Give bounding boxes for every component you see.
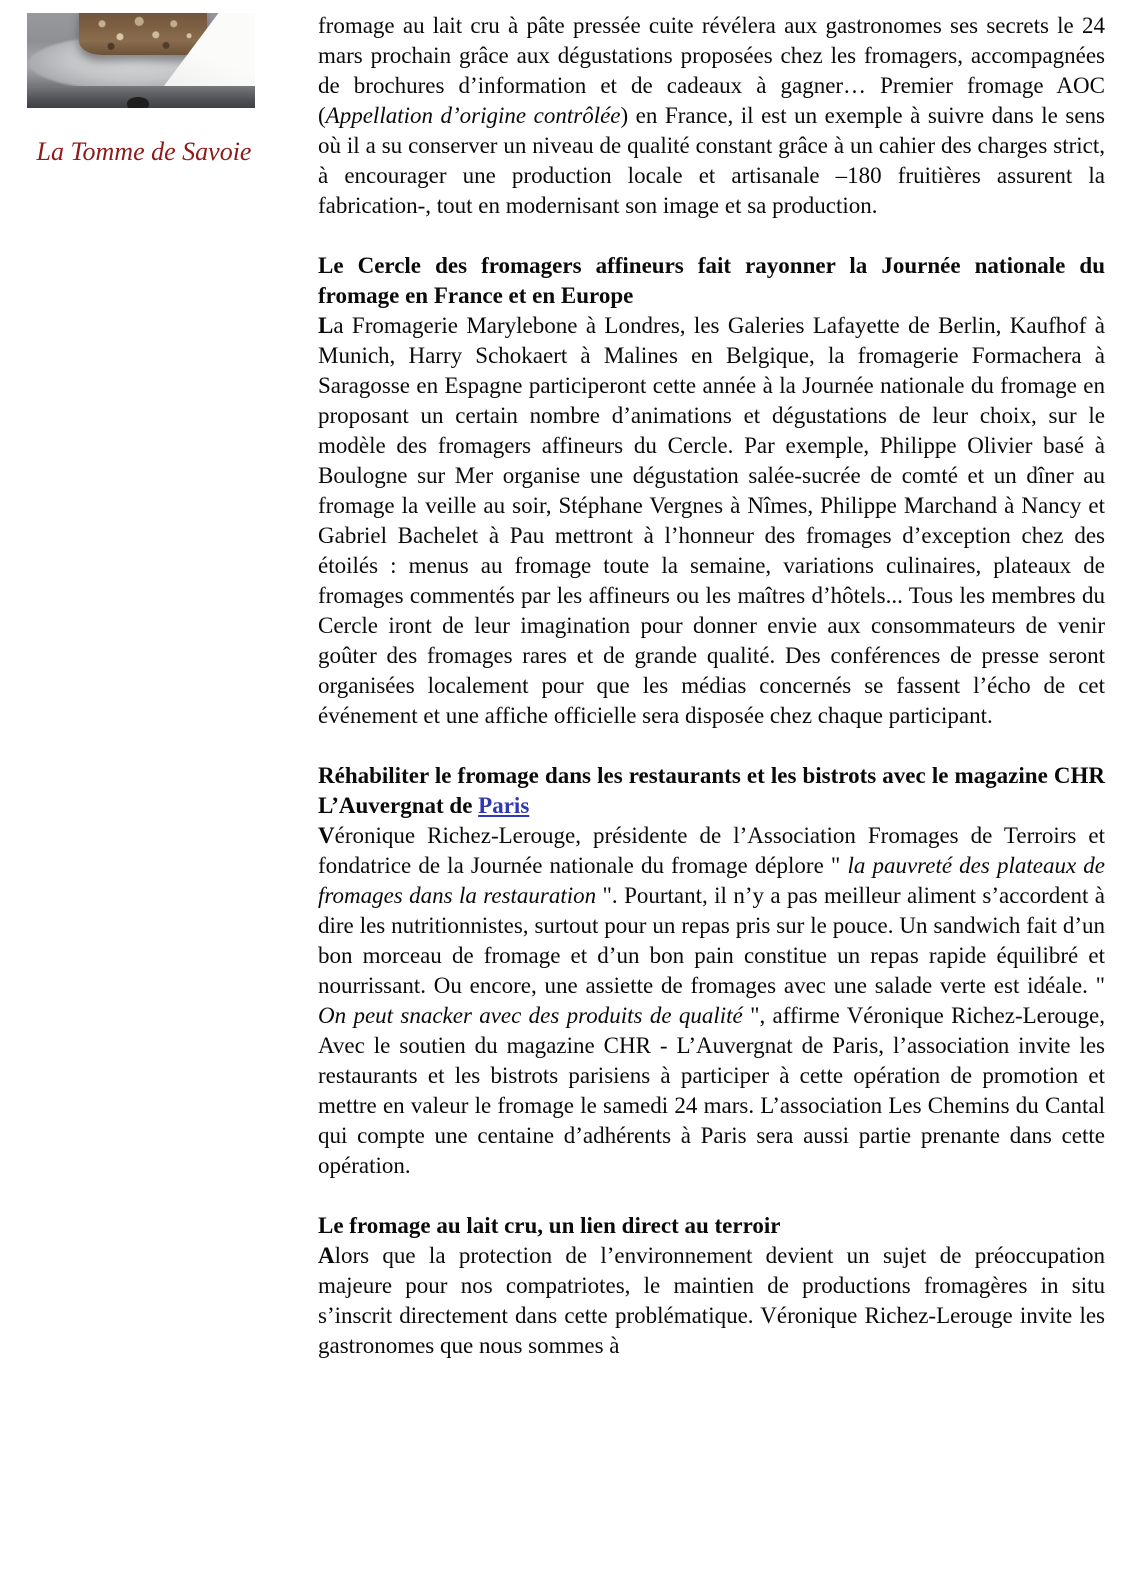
- article: [318, 11, 1105, 1361]
- text-segment: Le Cercle des fromagers affineurs fait rayonner la Journée nationale du fromage en France et en Europe: [318, 253, 1105, 308]
- text-segment: Appellation d’origine contrôlée: [325, 103, 621, 128]
- heading-lait-cru: [318, 1211, 1105, 1241]
- text-segment: a Fromagerie Marylebone à Londres, les Galeries Lafayette de Berlin, Kaufhof à Munich, Harry Schokaert à Malines en Belgique, la fromagerie Formachera à Saragosse en Espagne participeront cette année à la Journée nationale du fromage en proposant un certain nombre d’animations et dégustations de leur choix, sur le modèle des fromagers affineurs du Cercle. Par exemple, Philippe Olivier basé à Boulogne sur Mer organise une dégustation salée-sucrée de comté et un dîner au fromage la veille au soir, Stéphane Vergnes à Nîmes, Philippe Marchand à Nancy et Gabriel Bachelet à Pau mettront à l’honneur des fromages d’exception chez des étoilés : menus au fromage toute la semaine, variations culinaires, plateaux de fromages commentés par les affineurs ou les maîtres d’hôtels... Tous les membres du Cercle iront de leur imagination pour donner envie aux consommateurs de venir goûter des fromages rares et de grande qualité. Des conférences de presse seront organisées localement pour que les médias concernés se fassent l’écho de cet événement et une affiche officielle sera disposée chez chaque participant.: [318, 313, 1105, 728]
- text-segment: ", affirme Véronique Richez-Lerouge, Avec le soutien du magazine CHR - L’Auvergnat de Paris, l’association invite les restaurants et les bistrots parisiens à participer à cette opération de promotion et mettre en valeur le fromage le samedi 24 mars. L’association Les Chemins du Cantal qui compte une centaine d’adhérents à Paris sera aussi partie prenante dans cette opération.: [318, 1003, 1105, 1178]
- text-segment: Le fromage au lait cru, un lien direct au terroir: [318, 1213, 781, 1238]
- paris-link[interactable]: Paris: [478, 793, 530, 818]
- text-segment: ". Pourtant, il n’y a pas meilleur aliment s’accordent à dire les nutritionnistes, surtout pour un repas pris sur le pouce. Un sandwich fait d’un bon morceau de fromage et d’un bon pain constitue un repas rapide équilibré et nourrissant. Ou encore, une assiette de fromages avec une salade verte est idéale. ": [318, 883, 1106, 998]
- paragraph-cercle: [318, 311, 1105, 731]
- text-segment: ) en France, il est un exemple à suivre dans le sens où il a su conserver un niveau de qualité constant grâce à un cahier des charges strict, à encourager une production locale et artisanale –180 fruitières assurent la fabrication-, tout en modernisant son image et sa production.: [318, 103, 1105, 218]
- text-segment: L: [318, 313, 334, 338]
- text-segment: éronique Richez-Lerouge, présidente de l’Association Fromages de Terroirs et fondatrice de la Journée nationale du fromage déplore ": [318, 823, 1105, 878]
- text-segment: Réhabiliter le fromage dans les restaurants et les bistrots avec le magazine CHR L’Auvergnat de: [318, 763, 1105, 818]
- text-segment: On peut snacker avec des produits de qualité: [318, 1003, 743, 1028]
- intro-paragraph: [318, 11, 1105, 221]
- cheese-photo: [27, 13, 255, 108]
- crumb-shape: [127, 97, 149, 108]
- cheese-wheel-shape: [79, 13, 207, 55]
- text-segment: la pauvreté des plateaux de fromages dans la restauration: [318, 853, 1105, 908]
- photo-caption: La Tomme de Savoie: [36, 137, 252, 166]
- text-segment: A: [318, 1243, 335, 1268]
- paragraph-rehabiliter: [318, 821, 1105, 1181]
- text-segment: V: [318, 823, 335, 848]
- text-segment: lors que la protection de l’environnement devient un sujet de préoccupation majeure pour nos compatriotes, le maintien de productions fromagères in situ s’inscrit directement dans cette problématique. Véronique Richez-Lerouge invite les gastronomes que nous sommes à: [318, 1243, 1105, 1358]
- heading-cercle-journee: [318, 251, 1105, 311]
- text-segment: fromage au lait cru à pâte pressée cuite révélera aux gastronomes ses secrets le 24 mars prochain grâce aux dégustations proposées chez les fromagers, accompagnées de brochures d’information et de cadeaux à gagner… Premier fromage AOC (: [318, 13, 1105, 128]
- paragraph-lait-cru: [318, 1241, 1105, 1361]
- heading-rehabiliter: [318, 761, 1105, 821]
